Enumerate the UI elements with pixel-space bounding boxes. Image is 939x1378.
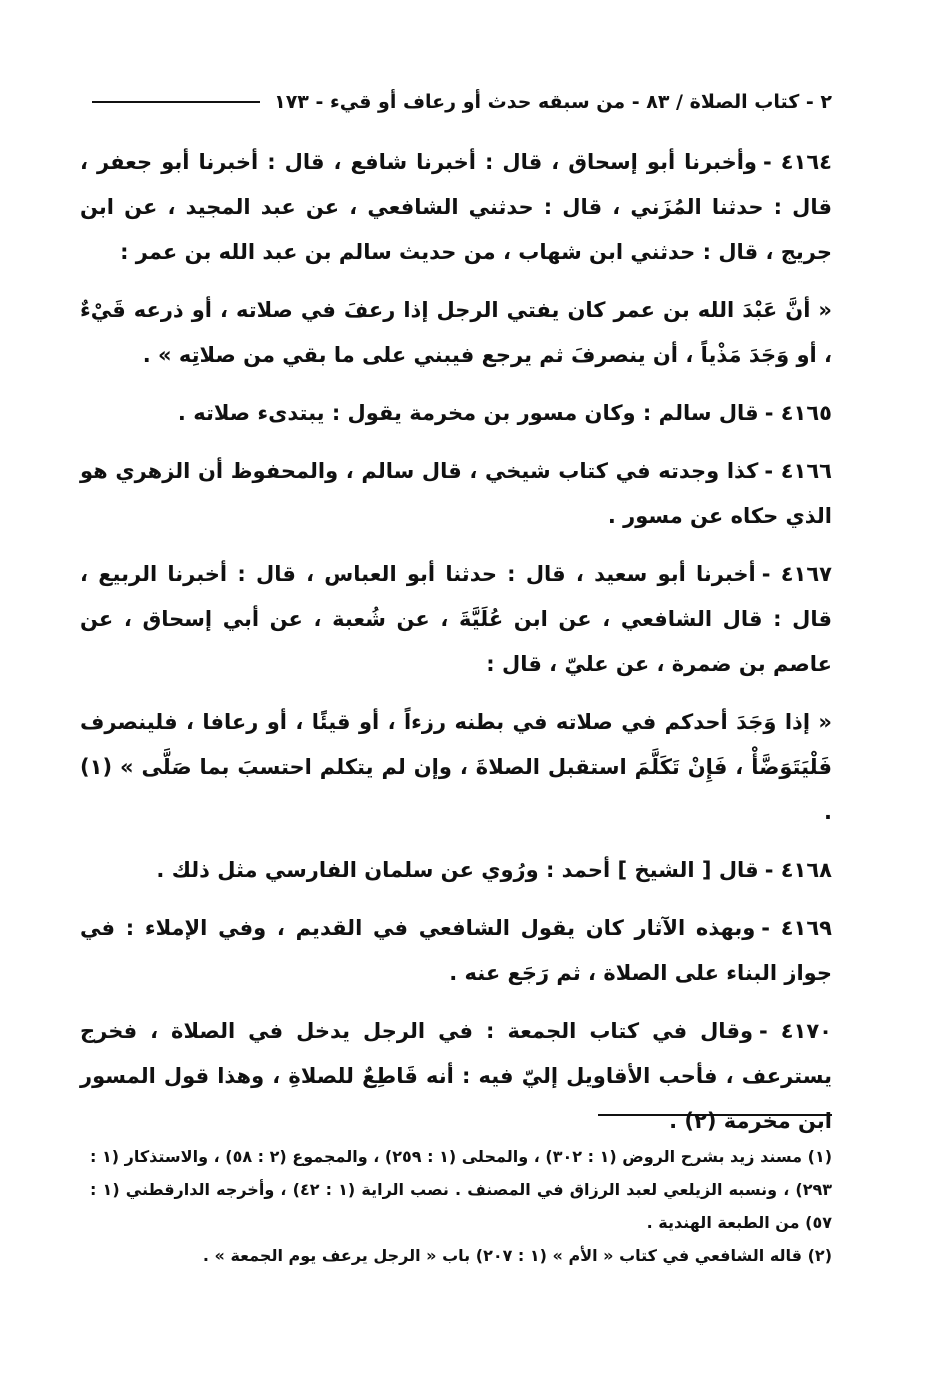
footnote-1: (١) مسند زيد بشرح الروض (١ : ٣٠٢) ، والمحلى (١ : ٢٥٩) ، والمجموع (٢ : ٥٨) ، والاستذكار (١ : ٢٩٣) ، ونسبه الزيلعي لعبد الرزاق في المصنف . نصب الراية (١ : ٤٢) ، وأخرجه الدارقطني (١ : ٥٧) من الطبعة الهندية . bbox=[90, 1147, 833, 1232]
footnote-2: (٢) قاله الشافعي في كتاب « الأم » (١ : ٢٠٧) باب « الرجل يرعف يوم الجمعة » . bbox=[202, 1246, 832, 1265]
running-header bbox=[92, 86, 832, 118]
footnote-separator bbox=[598, 1114, 832, 1116]
header-rule bbox=[92, 101, 260, 103]
paragraph-4168 bbox=[80, 848, 832, 893]
hadith-number: ٤١٦٥ - bbox=[764, 401, 832, 425]
hadith-number: ٤١٦٦ - bbox=[764, 459, 832, 483]
hadith-number: ٤١٧٠ - bbox=[759, 1019, 832, 1043]
footnotes bbox=[90, 1140, 832, 1272]
paragraph-text: « أنَّ عَبْدَ الله بن عمر كان يفتي الرجل إذا رعفَ في صلاته ، أو ذرعه قَيْءٌ ، أو وَجَدَ مَذْياً ، أن ينصرفَ ثم يرجع فيبني على ما بقي من صلاتِه » . bbox=[80, 298, 832, 367]
header-text: ٢ - كتاب الصلاة / ٨٣ - من سبقه حدث أو رعاف أو قيء - ١٧٣ bbox=[274, 91, 832, 113]
hadith-number: ٤١٦٩ - bbox=[761, 916, 832, 940]
paragraph-text: أخبرنا أبو سعيد ، قال : حدثنا أبو العباس ، قال : أخبرنا الربيع ، قال : قال الشافعي ، عن ابن عُلَيَّةَ ، عن شُعبة ، عن أبي إسحاق ، عن عاصم بن ضمرة ، عن عليّ ، قال : bbox=[80, 562, 832, 676]
paragraph-4167 bbox=[80, 552, 832, 687]
hadith-number: ٤١٦٧ - bbox=[761, 562, 832, 586]
paragraph-4166 bbox=[80, 449, 832, 539]
paragraph-text: وقال في كتاب الجمعة : في الرجل يدخل في الصلاة ، فخرج يسترعف ، فأحب الأقاويل إليّ فيه : أنه قَاطِعٌ للصلاةِ ، وهذا قول المسور ابن مخرمة (٢) . bbox=[80, 1019, 832, 1133]
hadith-number: ٤١٦٤ - bbox=[762, 150, 833, 174]
paragraph-text: وبهذه الآثار كان يقول الشافعي في القديم ، وفي الإملاء : في جواز البناء على الصلاة ، ثم رَجَع عنه . bbox=[80, 916, 832, 985]
quote-paragraph bbox=[80, 288, 832, 378]
paragraph-text: كذا وجدته في كتاب شيخي ، قال سالم ، والمحفوظ أن الزهري هو الذي حكاه عن مسور . bbox=[80, 459, 832, 528]
paragraph-text: قال سالم : وكان مسور بن مخرمة يقول : يبتدىء صلاته . bbox=[177, 401, 759, 425]
paragraph-text: وأخبرنا أبو إسحاق ، قال : أخبرنا شافع ، قال : أخبرنا أبو جعفر ، قال : حدثنا المُزَني ، قال : حدثني الشافعي ، عن عبد المجيد ، عن ابن جريج ، قال : حدثني ابن شهاب ، من حديث سالم بن عبد الله بن عمر : bbox=[80, 150, 832, 264]
paragraph-text: « إذا وَجَدَ أحدكم في صلاته في بطنه رزءاً ، أو قيئًا ، أو رعافا ، فلينصرف فَلْيَتَوَضَّأْ ، فَإِنْ تَكَلَّمَ استقبل الصلاةَ ، وإن لم يتكلم احتسبَ بما صَلَّى » (١) . bbox=[80, 710, 832, 824]
hadith-number: ٤١٦٨ - bbox=[764, 858, 832, 882]
paragraph-4170 bbox=[80, 1009, 832, 1144]
paragraph-4165 bbox=[80, 391, 832, 436]
main-text bbox=[80, 140, 832, 1157]
quote-paragraph bbox=[80, 700, 832, 835]
paragraph-text: قال [ الشيخ ] أحمد : ورُوي عن سلمان الفارسي مثل ذلك . bbox=[156, 858, 759, 882]
paragraph-4169 bbox=[80, 906, 832, 996]
paragraph-4164 bbox=[80, 140, 832, 275]
